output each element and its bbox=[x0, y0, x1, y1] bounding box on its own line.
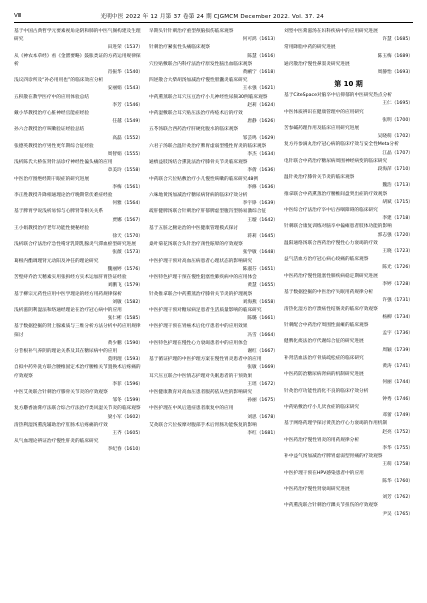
toc-entry[interactable] bbox=[14, 110, 143, 126]
article-title: 清热利湿汤熏洗辅助治疗肛肠术后疼痛的疗效 bbox=[14, 422, 108, 428]
article-title: 中药贴敷治疗小儿厌食症的临床研究 bbox=[284, 404, 360, 410]
author-page: 刘鹏飞（1579） bbox=[107, 283, 143, 289]
author-page: 江晶（1707） bbox=[382, 150, 413, 156]
toc-entry[interactable] bbox=[14, 176, 143, 192]
article-title: 中医药治疗慢性胃炎的用药规律分析 bbox=[284, 437, 360, 443]
toc-entry[interactable] bbox=[149, 176, 278, 192]
author-page: 李修（1636） bbox=[247, 184, 278, 190]
article-title: 中医体质辨识在健康管理中的应用研究 bbox=[284, 109, 364, 115]
toc-entry[interactable] bbox=[14, 258, 143, 274]
toc-entry[interactable] bbox=[14, 53, 143, 78]
author-page: 郭志强（1720） bbox=[377, 232, 413, 238]
author-page: 高磊（1552） bbox=[112, 135, 143, 141]
toc-entry[interactable] bbox=[284, 470, 413, 486]
article-title: 益气活血方治疗冠心病心绞痛的临床观察 bbox=[284, 257, 369, 263]
author-page: 刘芳（1762） bbox=[382, 495, 413, 501]
toc-entry[interactable] bbox=[149, 208, 278, 224]
author-page: 陈玉梅（1689） bbox=[377, 53, 413, 59]
toc-entry[interactable] bbox=[14, 405, 143, 421]
article-title: 基于中国古典哲学元要素视角论阴和肺的中医气阁构建及生理研究 bbox=[14, 29, 141, 43]
article-title: 中医治疗围绝经期干眼症的研究进展 bbox=[14, 176, 90, 182]
toc-entry[interactable] bbox=[284, 486, 413, 502]
author-page: 肖振华（1540） bbox=[107, 70, 143, 76]
author-page: 陈璐（1661） bbox=[247, 316, 278, 322]
toc-columns bbox=[14, 28, 413, 597]
toc-entry[interactable] bbox=[149, 422, 278, 438]
article-title: 中医特色护理在慢性心力衰竭患者中的应用体会 bbox=[149, 340, 248, 346]
author-page: 许强（1731） bbox=[382, 298, 413, 304]
article-title: 基于柳宗元药性应用中医学理论的经方用药规律探析 bbox=[14, 291, 122, 297]
author-page: 周颖（1739） bbox=[382, 347, 413, 353]
author-page: 周智娟（1555） bbox=[107, 152, 143, 158]
toc-entry[interactable] bbox=[284, 109, 413, 125]
author-page: 陈光（1726） bbox=[382, 265, 413, 271]
author-page: 黄慧（1655） bbox=[247, 283, 278, 289]
author-page: 李婷（1728） bbox=[382, 281, 413, 287]
author-page: 黄涛（1741） bbox=[382, 363, 413, 369]
toc-entry[interactable] bbox=[284, 322, 413, 338]
toc-entry[interactable] bbox=[284, 420, 413, 436]
author-page: 邹芸鸣（1629） bbox=[242, 135, 278, 141]
page-number: Ⅷ bbox=[14, 13, 22, 19]
author-page: 唐静（1626） bbox=[247, 119, 278, 125]
toc-entry[interactable] bbox=[149, 307, 278, 323]
toc-entry[interactable] bbox=[14, 225, 143, 241]
author-page: 王仁（1695） bbox=[382, 101, 413, 107]
author-page: 李芳（1546） bbox=[112, 102, 143, 108]
article-title: 复方丹参滴丸治疗冠心病的临床疗效与安全性Meta分析 bbox=[284, 142, 399, 148]
article-title: 张德英教授治疗男性更年期综合征经验 bbox=[14, 143, 94, 149]
toc-entry[interactable] bbox=[14, 159, 143, 175]
toc-entry[interactable] bbox=[14, 422, 143, 438]
author-page: 胡斌（1715） bbox=[382, 199, 413, 205]
toc-entry[interactable] bbox=[284, 223, 413, 239]
toc-entry[interactable] bbox=[284, 289, 413, 305]
article-title: 基于脾胃学说浅析易惊与心脾肾等相关关系 bbox=[14, 209, 104, 215]
article-title: 中医药防治糖尿病肾病的机制研究进展 bbox=[284, 372, 364, 378]
author-page: 吴晓萌（1702） bbox=[377, 134, 413, 140]
article-title: 六味地黄汤加减治疗糖尿病肾病的临床疗效分析 bbox=[149, 193, 248, 199]
author-page: 田进荣（1537） bbox=[107, 45, 143, 51]
toc-entry[interactable] bbox=[14, 323, 143, 348]
author-page: 王齐（1605） bbox=[112, 430, 143, 436]
toc-entry[interactable] bbox=[284, 388, 413, 404]
toc-entry[interactable] bbox=[284, 174, 413, 190]
toc-entry[interactable] bbox=[149, 110, 278, 126]
author-page: 赵莉（1624） bbox=[247, 102, 278, 108]
author-page: 冯雪（1664） bbox=[247, 332, 278, 338]
toc-entry[interactable] bbox=[14, 77, 143, 93]
article-title: 通窍散治疗慢性鼻窦炎研究进展 bbox=[284, 61, 350, 67]
author-page: 张明（1700） bbox=[382, 117, 413, 123]
article-title: 针灸推拿联合中药熏蒸治疗膝骨关节炎的护理观察 bbox=[149, 291, 253, 297]
toc-entry[interactable] bbox=[149, 94, 278, 110]
article-title: 中医护理干预对高血压病患者心理状态的影响研究 bbox=[149, 258, 253, 264]
toc-entry[interactable] bbox=[284, 28, 413, 44]
article-title: 桑叶菊花汤联合头针治疗颈性眩晕的疗效观察 bbox=[149, 242, 243, 248]
article-title: 刘型中医膏滋汤在妇科疾病中的应用研究进展 bbox=[284, 29, 378, 34]
article-title: 清热化湿方治疗溃疡性结肠炎的临床疗效观察 bbox=[284, 306, 378, 312]
toc-entry[interactable] bbox=[284, 207, 413, 223]
toc-column-right bbox=[284, 28, 413, 597]
article-title: 温阳通络汤联合西药治疗慢性心力衰竭的疗效 bbox=[284, 240, 378, 246]
toc-entry[interactable] bbox=[284, 338, 413, 354]
author-page: 陈慧（1616） bbox=[247, 53, 278, 59]
article-title: 中医药治疗慢性阻塞性肺疾病稳定期研究进展 bbox=[284, 273, 378, 279]
toc-entry[interactable] bbox=[149, 405, 278, 421]
author-page: 梁小军（1602） bbox=[107, 414, 143, 420]
article-title: 从气血理论辨证治疗慢性肝炎的临床研究 bbox=[14, 439, 99, 445]
toc-entry[interactable] bbox=[284, 44, 413, 60]
article-title: 基于数据挖掘的肾上腺素质与三维分析方法分析中药应用规律探讨 bbox=[14, 324, 141, 338]
toc-entry[interactable] bbox=[284, 240, 413, 256]
article-title: 中医护理在中风后遗症患者康复中的应用 bbox=[149, 406, 234, 412]
author-page: 张薇（1573） bbox=[112, 250, 143, 256]
journal-citation-line: 光明中医 2022 年 12 月第 37 卷第 24 期 CJGMCM December 2022. Vol. 37. 24 bbox=[100, 14, 324, 20]
toc-entry[interactable] bbox=[284, 306, 413, 322]
author-page: 何丽（1744） bbox=[382, 380, 413, 386]
article-title: 健脾化痰法治疗代谢综合征的研究进展 bbox=[284, 339, 364, 345]
article-title: 分苷根补气养阴的理论关系及其在糖尿病中的应用 bbox=[14, 348, 118, 354]
toc-entry[interactable] bbox=[14, 307, 143, 323]
toc-entry[interactable] bbox=[149, 340, 278, 356]
article-title: 疏肝健脾汤联合针刺治疗肝郁脾虚型腹泻型肠易激综合征 bbox=[149, 209, 267, 215]
toc-entry[interactable] bbox=[284, 61, 413, 77]
author-page: 黄少鹏（1590） bbox=[107, 340, 143, 346]
toc-entry[interactable] bbox=[14, 192, 143, 208]
author-page: 邹冬（1599） bbox=[112, 398, 143, 404]
author-page: 谢红（1667） bbox=[247, 348, 278, 354]
author-page: 张学敏（1648） bbox=[242, 250, 278, 256]
toc-entry[interactable] bbox=[284, 92, 413, 108]
author-page: 孟宇（1736） bbox=[382, 331, 413, 337]
article-title: 王小娟教授治疗老年功能性便秘经验 bbox=[14, 225, 90, 231]
article-title: 浅析联合疗法治疗急性啃牙乳期乳腺炎气滞血瘀型研究进展 bbox=[14, 242, 136, 248]
article-title: 五苓汤联合西药治疗肝硬化腹水的临床观察 bbox=[149, 127, 239, 133]
toc-entry[interactable] bbox=[14, 143, 143, 159]
article-title: 五积散在教学医疗中的应用体验总结 bbox=[14, 94, 90, 100]
author-page: 李红（1681） bbox=[247, 430, 278, 436]
article-title: 六君子汤联合温针灸治疗脾胃虚弱型慢性胃炎的临床观察 bbox=[149, 143, 267, 149]
article-title: 早期头针针刺治疗重型颅脑损伤临床观察 bbox=[149, 29, 234, 34]
toc-entry[interactable] bbox=[149, 126, 278, 142]
article-title: 复方麝香油膏疗法联合综合疗法治疗类风湿关节炎的临床观察 bbox=[14, 406, 141, 412]
toc-entry[interactable] bbox=[149, 159, 278, 175]
article-title: 针刺治疗紧张性头痛临床观察 bbox=[149, 45, 210, 51]
author-page: 尹吴（1765） bbox=[382, 511, 413, 517]
author-page: 安丽娟（1543） bbox=[107, 86, 143, 92]
article-title: 李正胜教授升降相通理论治疗晚期常伏难症经验 bbox=[14, 193, 113, 199]
toc-entry[interactable] bbox=[14, 208, 143, 224]
author-page: 刘敏（1582） bbox=[112, 299, 143, 305]
toc-entry[interactable] bbox=[14, 389, 143, 405]
article-title: 穴位贴敷联合内科疗法治疗原发性脑出血临床观察 bbox=[149, 61, 253, 67]
toc-entry[interactable] bbox=[284, 371, 413, 387]
article-title: 中医护理干预对糖尿病足患者生活质量影响的临床研究 bbox=[149, 307, 262, 313]
author-page: 邓蕾（1749） bbox=[382, 413, 413, 419]
author-page: 李纪春（1610） bbox=[107, 447, 143, 453]
toc-entry[interactable] bbox=[284, 158, 413, 174]
article-title: 浅析陈氏大桥伍肾针法诊疗神经性偏头痛的应用 bbox=[14, 160, 113, 166]
author-page: 许慧（1685） bbox=[382, 37, 413, 43]
article-title: 补肾活血法治疗骨质疏松症的临床研究 bbox=[284, 355, 364, 361]
author-page: 孙丽（1675） bbox=[247, 398, 278, 404]
article-title: 电针联合中药治疗糖尿病周围神经病变的临床研究 bbox=[284, 158, 388, 164]
article-title: 中药湿敷联合耳穴贴压法治疗痔疮术后的疗效 bbox=[149, 111, 243, 117]
author-page: 何雅（1564） bbox=[112, 201, 143, 207]
article-title: 中医护理干预在HPV感染患者中的应用 bbox=[284, 470, 364, 476]
author-page: 李宇铮（1639） bbox=[242, 201, 278, 207]
author-page: 陈华（1760） bbox=[382, 478, 413, 484]
toc-entry[interactable] bbox=[149, 28, 278, 44]
article-title: 中医综合疗法治疗卒中后吞咽障碍的临床研究 bbox=[284, 208, 378, 214]
toc-entry[interactable] bbox=[14, 364, 143, 389]
toc-entry[interactable] bbox=[149, 61, 278, 77]
author-page: 章美玲（1558） bbox=[107, 168, 143, 174]
article-title: 中医特色护理干预在慢性阻塞性肺疾病中的应用体会 bbox=[149, 275, 257, 281]
toc-entry[interactable] bbox=[14, 28, 143, 53]
toc-entry[interactable] bbox=[14, 438, 143, 454]
article-title: 针灸治疗功能性消化不良的临床疗效分析 bbox=[284, 388, 369, 394]
author-page: 刘海燕（1658） bbox=[242, 299, 278, 305]
author-page: 李杰（1634） bbox=[247, 152, 278, 158]
toc-entry[interactable] bbox=[284, 256, 413, 272]
article-title: 艾灸联合穴位按摩对腹部手术后胃肠功能恢复的影响 bbox=[149, 422, 257, 428]
article-title: 浅析滋阴利湿法和络通经理论在治疗冠心病中的应用 bbox=[14, 307, 122, 313]
article-title: 四逆散合大柴胡汤加减治疗慢性胆囊炎临床研究 bbox=[149, 78, 248, 84]
author-page: 赵亮（1752） bbox=[382, 429, 413, 435]
author-page: 陈淑芬（1651） bbox=[242, 266, 278, 272]
toc-entry[interactable] bbox=[284, 404, 413, 420]
author-page: 段海萍（1710） bbox=[377, 167, 413, 173]
toc-entry[interactable] bbox=[284, 437, 413, 453]
author-page: 李菲（1596） bbox=[112, 381, 143, 387]
toc-entry[interactable] bbox=[14, 126, 143, 142]
toc-entry[interactable] bbox=[149, 44, 278, 60]
author-page: 张仁彬（1585） bbox=[107, 316, 143, 322]
author-page: 王璇（1642） bbox=[247, 217, 278, 223]
toc-entry[interactable] bbox=[149, 225, 278, 241]
toc-entry[interactable] bbox=[284, 453, 413, 469]
author-page: 王晓（1723） bbox=[382, 249, 413, 255]
author-page: 徐天（1570） bbox=[112, 234, 143, 240]
article-title: 中药熏蒸联合耳穴压豆治疗小儿神经性尿频30例临床观察 bbox=[149, 94, 268, 100]
author-page: 王永强（1621） bbox=[242, 86, 278, 92]
article-title: 中医护理干预在胃癌术后化疗患者中的应用效果 bbox=[149, 324, 248, 330]
author-page: 任越（1549） bbox=[112, 119, 143, 125]
author-page: 张敏（1669） bbox=[247, 365, 278, 371]
article-title: 通痹益肢汤结合熏洗法治疗膝骨关节炎临床观察 bbox=[149, 160, 248, 166]
toc-entry[interactable] bbox=[149, 143, 278, 159]
toc-entry[interactable] bbox=[149, 389, 278, 405]
article-title: 中医药治疗慢性肾衰竭研究进展 bbox=[284, 486, 350, 492]
toc-entry[interactable] bbox=[149, 258, 278, 274]
toc-entry[interactable] bbox=[14, 274, 143, 290]
article-title: 温针灸治疗膝骨关节炎的临床观察 bbox=[284, 175, 355, 181]
article-title: 孙六合教授治疗咳嗽验证经验总结 bbox=[14, 127, 85, 133]
author-page: 黄鹂宁（1618） bbox=[242, 70, 278, 76]
article-title: 中医艾灸联合针刺治疗膝骨关节炎的疗效观察 bbox=[14, 389, 108, 395]
author-page: 钟秀（1746） bbox=[382, 396, 413, 402]
toc-entry[interactable] bbox=[149, 291, 278, 307]
toc-entry[interactable] bbox=[14, 348, 143, 364]
author-page: 何可鸿（1613） bbox=[242, 37, 278, 43]
toc-entry[interactable] bbox=[149, 274, 278, 290]
article-title: 针刺联合康复训练对脑卒中偏瘫患者肢体功能的影响 bbox=[284, 224, 392, 230]
article-title: 基于循证护理的中医护理方案在慢性胃炎患者中的应用 bbox=[149, 357, 262, 363]
article-title: 葛根内酯调理肾元动阳及冲任的理论研究 bbox=[14, 258, 99, 264]
toc-entry[interactable] bbox=[284, 191, 413, 207]
running-header bbox=[14, 11, 413, 21]
author-page: 贾娜（1567） bbox=[112, 217, 143, 223]
author-page: 王萌（1758） bbox=[382, 462, 413, 468]
toc-entry[interactable] bbox=[284, 125, 413, 141]
author-page: 王瑶（1672） bbox=[247, 381, 278, 387]
toc-entry[interactable] bbox=[149, 192, 278, 208]
article-title: 戴小华教授治疗心脏神经官能症经验 bbox=[14, 111, 90, 117]
toc-entry[interactable] bbox=[149, 77, 278, 93]
article-title: 中医健康教育对高血压患者服药依从性的影响研究 bbox=[149, 389, 253, 395]
author-page: 杨柳（1734） bbox=[382, 314, 413, 320]
article-title: 浅议四诊所及“补必用用也”的临床效应分析 bbox=[14, 78, 104, 84]
article-title: 从《神农本草经》看《金匮要略》鼓胀类证的方药运用规律探析 bbox=[14, 53, 141, 67]
article-title: 自拟中药外洗方联合腰椎固定术治疗腰椎关节置换术后疼痛的疗效观察 bbox=[14, 365, 141, 379]
toc-entry[interactable] bbox=[14, 291, 143, 307]
author-page: 李建（1718） bbox=[382, 216, 413, 222]
author-page: 刘思（1678） bbox=[247, 414, 278, 420]
author-page: 周静怡（1693） bbox=[377, 70, 413, 76]
article-title: 中药熏洗联合针刺治疗踝关节扭伤的疗效观察 bbox=[284, 503, 378, 509]
article-title: 基于网络药理学探讨黄芪治疗心力衰竭的作用机制 bbox=[284, 421, 388, 427]
author-page: 李梅（1561） bbox=[112, 184, 143, 190]
article-title: 常用降脂中药的研究进展 bbox=[284, 45, 336, 51]
toc-entry[interactable] bbox=[284, 141, 413, 157]
article-title: 基于五脏之腑论治的中医健康管理模式探讨 bbox=[149, 225, 239, 231]
article-title: 针刺配合中药治疗周围性面瘫的临床观察 bbox=[284, 322, 369, 328]
author-page: 魏丽婷（1576） bbox=[107, 266, 143, 272]
toc-entry[interactable] bbox=[14, 241, 143, 257]
toc-entry[interactable] bbox=[284, 355, 413, 371]
article-title: 中药联合穴位贴敷治疗小儿慢性咳嗽的临床研究48例 bbox=[149, 176, 259, 182]
author-page: 莫明理（1593） bbox=[107, 357, 143, 363]
article-title: 推拿联合中药熏蒸治疗腰椎间盘突出症的疗效观察 bbox=[284, 191, 388, 197]
article-title: 苦参碱药理作用及临床应用研究进展 bbox=[284, 126, 360, 132]
toc-entry[interactable] bbox=[14, 94, 143, 110]
author-page: 蒋莉（1645） bbox=[247, 234, 278, 240]
article-title: 苦壁痔乔治天精素实用张拆经方实术运加肝胃热证经验 bbox=[14, 275, 127, 281]
article-title: 耳穴压豆联合中医情志护理对失眠患者的干预效果 bbox=[149, 373, 253, 379]
toc-entry[interactable] bbox=[149, 241, 278, 257]
toc-entry[interactable] bbox=[149, 323, 278, 339]
author-page: 魏浩（1713） bbox=[382, 183, 413, 189]
header-rule bbox=[14, 22, 413, 23]
toc-column-left bbox=[14, 28, 143, 597]
author-page: 李倩（1636） bbox=[247, 168, 278, 174]
toc-entry[interactable] bbox=[284, 502, 413, 518]
toc-column-middle bbox=[149, 28, 278, 597]
toc-entry[interactable] bbox=[149, 373, 278, 389]
article-title: 基于数据挖掘的中医治疗失眠用药规律分析 bbox=[284, 290, 374, 296]
toc-entry[interactable] bbox=[149, 356, 278, 372]
issue-section-heading: 第 10 期 bbox=[334, 80, 363, 89]
article-title: 补中益气汤加减治疗脾胃虚弱型胃痛的疗效观察 bbox=[284, 454, 383, 460]
author-page: 李华（1755） bbox=[382, 445, 413, 451]
article-title: 基于CiteSpace对脑卒中后抑郁的中医研究热点分析 bbox=[284, 93, 392, 99]
toc-entry[interactable] bbox=[284, 273, 413, 289]
